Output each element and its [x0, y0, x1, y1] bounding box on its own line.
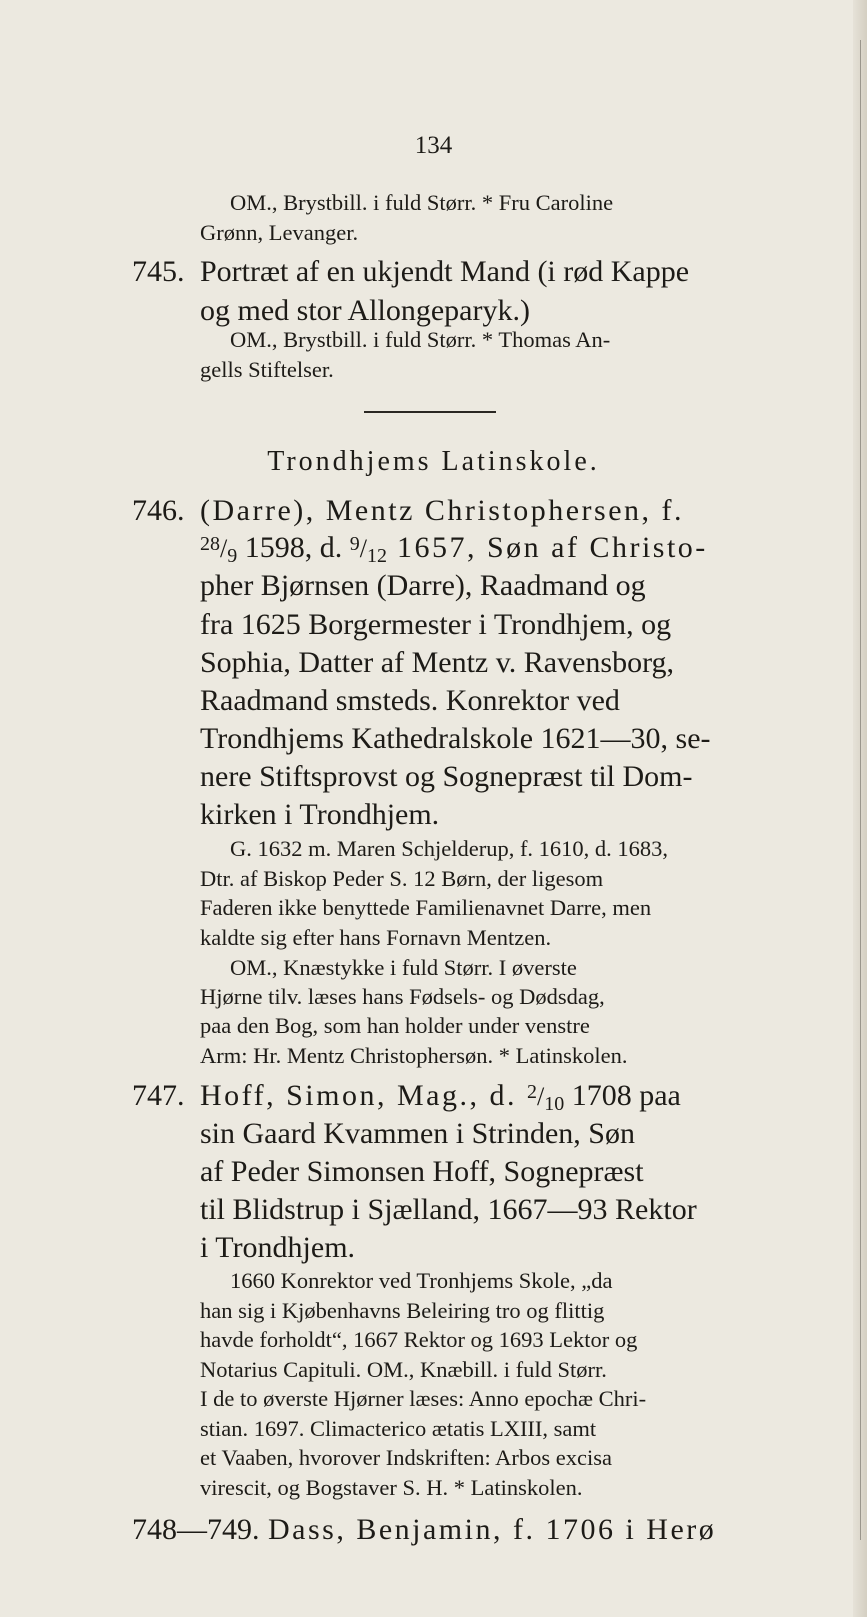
fraction-numerator: 9: [349, 533, 360, 555]
text-line: OM., Brystbill. i fuld Størr. * Fru Caroline: [230, 190, 614, 215]
text-line: Trondhjems Kathedralskole 1621—30, se-: [200, 722, 711, 755]
entry-number-746: 746.: [132, 494, 185, 527]
text-line: 1660 Konrektor ved Tronhjems Skole, „da: [230, 1268, 613, 1293]
text-line: Notarius Capituli. OM., Knæbill. i fuld Størr.: [200, 1357, 607, 1382]
entry-748-title: Dass, Benjamin, f. 1706 i Herø: [268, 1513, 717, 1546]
text-line: gells Stiftelser.: [200, 357, 334, 382]
text-line: i Trondhjem.: [200, 1231, 356, 1264]
page-edge: [853, 0, 867, 1617]
text-line: fra 1625 Borgermester i Trondhjem, og: [200, 608, 672, 641]
fraction-denominator: 9: [227, 545, 238, 567]
entry-747-title: Hoff, Simon, Mag., d. $^2$/10 1708 paa: [200, 1079, 681, 1115]
text-line: Hjørne tilv. læses hans Fødsels- og Dødsdag,: [200, 984, 605, 1009]
text-line: paa den Bog, som han holder under venstre: [200, 1013, 590, 1038]
text-line: I de to øverste Hjørner læses: Anno epochæ Chri-: [200, 1386, 647, 1411]
section-divider: [364, 411, 496, 413]
text-line: til Blidstrup i Sjælland, 1667—93 Rektor: [200, 1193, 697, 1226]
text-line: og med stor Allongeparyk.): [200, 294, 530, 327]
text-line: OM., Knæstykke i fuld Størr. I øverste: [230, 955, 577, 980]
fraction-denominator: 10: [544, 1093, 565, 1115]
text-span: 1708 paa: [564, 1079, 681, 1112]
text-line: stian. 1697. Climacterico ætatis LXIII, samt: [200, 1416, 597, 1441]
text-line: Dtr. af Biskop Peder S. 12 Børn, der ligesom: [200, 866, 604, 891]
text-line: Sophia, Datter af Mentz v. Ravensborg,: [200, 646, 675, 679]
text-line: Faderen ikke benyttede Familienavnet Darre, men: [200, 895, 652, 920]
text-span: 1598, d.: [237, 531, 350, 564]
text-line: virescit, og Bogstaver S. H. * Latinskolen.: [200, 1475, 583, 1500]
text-line: pher Bjørnsen (Darre), Raadmand og: [200, 569, 646, 602]
fraction-numerator: 28: [200, 533, 220, 555]
section-heading: Trondhjems Latinskole.: [267, 446, 600, 477]
text-line: han sig i Kjøbenhavns Beleiring tro og flittig: [200, 1298, 605, 1323]
entry-745-title: Portræt af en ukjendt Mand (i rød Kappe: [200, 255, 690, 288]
text-line: Grønn, Levanger.: [200, 220, 359, 245]
fraction-numerator: 2: [526, 1081, 537, 1103]
entry-number-747: 747.: [132, 1079, 185, 1112]
text-line: af Peder Simonsen Hoff, Sognepræst: [200, 1155, 644, 1188]
text-span: 1657, Søn af Christo-: [386, 531, 708, 564]
text-line: kirken i Trondhjem.: [200, 798, 440, 831]
text-line: havde forholdt“, 1667 Rektor og 1693 Lektor og: [200, 1327, 638, 1352]
dates-line: $^{28}$/9 1598, d. $^9$/12 1657, Søn af Christo-: [200, 531, 708, 567]
page-edge-line: [860, 40, 861, 1540]
entry-number-745: 745.: [132, 255, 185, 288]
text-line: G. 1632 m. Maren Schjelderup, f. 1610, d. 1683,: [230, 836, 669, 861]
text-line: Raadmand smsteds. Konrektor ved: [200, 684, 620, 717]
page-number: 134: [414, 132, 453, 159]
text-line: et Vaaben, hvorover Indskriften: Arbos excisa: [200, 1445, 612, 1470]
text-line: OM., Brystbill. i fuld Størr. * Thomas An-: [230, 327, 611, 352]
fraction-denominator: 12: [366, 545, 387, 567]
text-line: kaldte sig efter hans Fornavn Mentzen.: [200, 925, 552, 950]
entry-number-748-749: 748—749.: [132, 1513, 260, 1546]
text-line: sin Gaard Kvammen i Strinden, Søn: [200, 1117, 635, 1150]
text-line: Arm: Hr. Mentz Christophersøn. * Latinskolen.: [200, 1043, 628, 1068]
text-line: nere Stiftsprovst og Sognepræst til Dom-: [200, 760, 693, 793]
entry-746-title: (Darre), Mentz Christophersen, f.: [200, 494, 685, 527]
text-span: Hoff, Simon, Mag., d.: [200, 1079, 527, 1112]
